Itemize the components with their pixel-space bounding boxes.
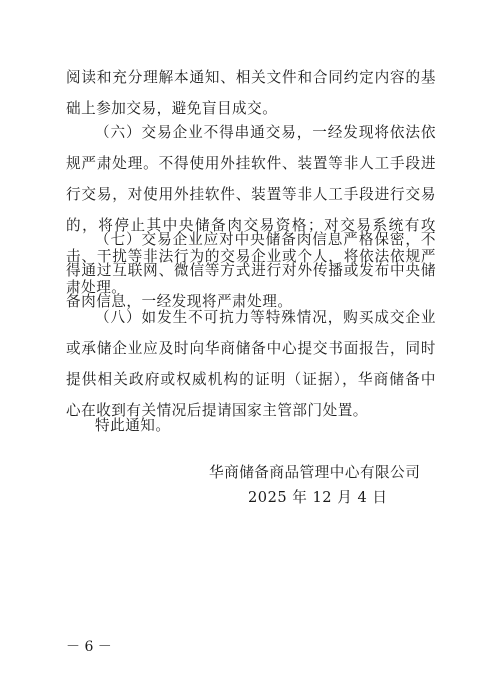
signature-organization: 华商储备商品管理中心有限公司: [209, 464, 421, 481]
paragraph-continuation: 阅读和充分理解本通知、相关文件和合同约定内容的基础上参加交易，避免盲目成交。: [66, 69, 436, 117]
paragraph-item-eight: （八）如发生不可抗力等特殊情况，购买成交企业或承储企业应及时向华商储备中心提交书面报告，同时提供相关政府或权威机构的证明（证据），华商储备中心在收到有关情况后提请国家主管部门处置。: [66, 309, 436, 419]
paragraph-item-six: （六）交易企业不得串通交易，一经发现将依法依规严肃处理。不得使用外挂软件、装置等非人工手段进行交易，对使用外挂软件、装置等非人工手段进行交易的，将停止其中央储备肉交易资格；对交易系统有攻击、干扰等非法行为的交易企业或个人，将依法依规严肃处理。: [66, 124, 436, 296]
page-number: － 6 －: [66, 639, 112, 655]
signature-date: 2025 年 12 月 4 日: [248, 489, 388, 506]
paragraph-closing: 特此通知。: [95, 417, 171, 434]
paragraph-item-seven: （七）交易企业应对中央储备肉信息严格保密，不得通过互联网、微信等方式进行对外传播或发布中央储备肉信息，一经发现将严肃处理。: [66, 231, 436, 310]
